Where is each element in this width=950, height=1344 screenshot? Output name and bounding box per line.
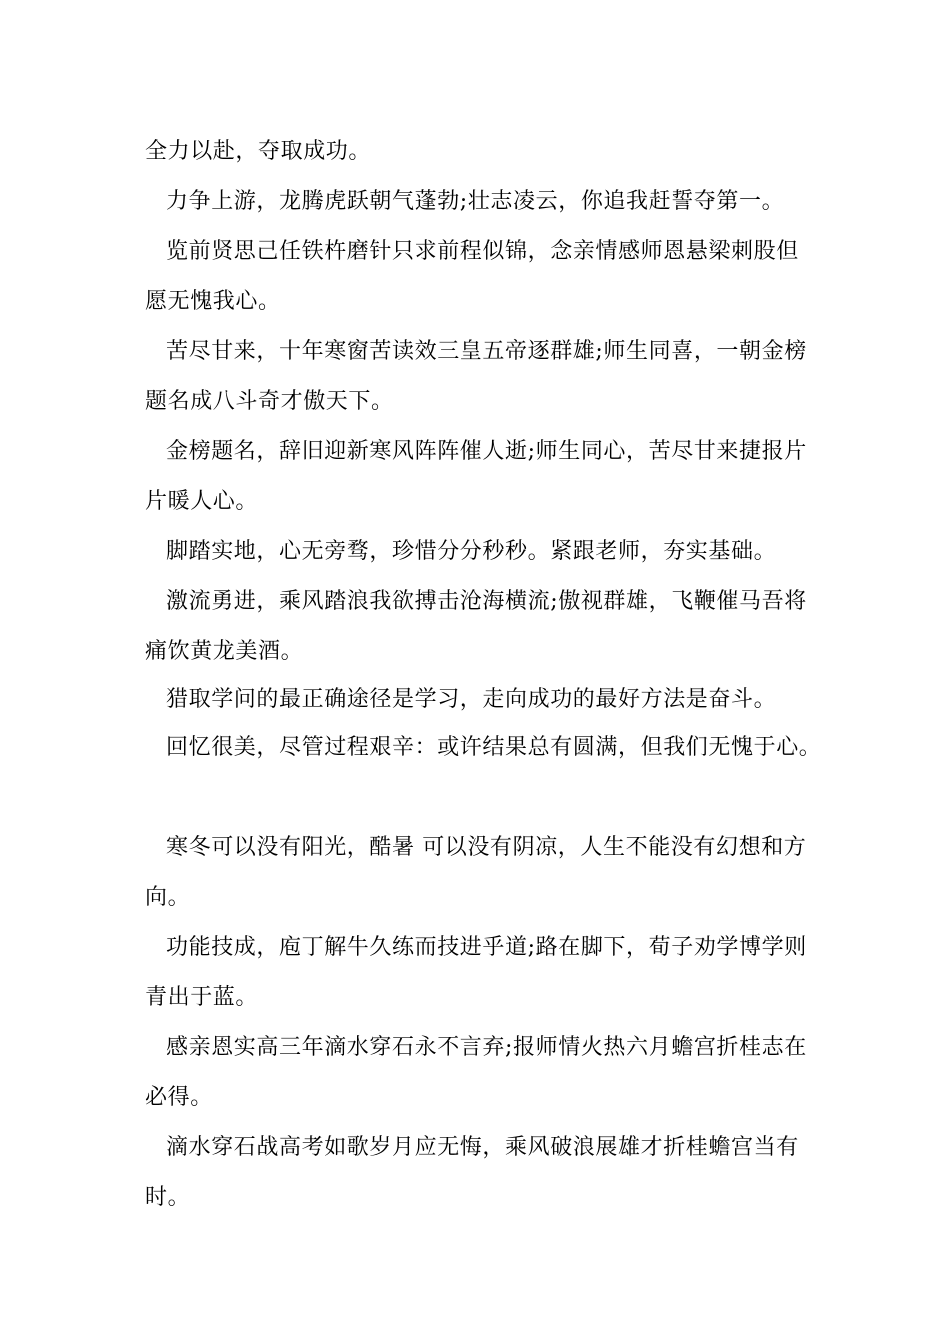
text-line: 片暖人心。 [145,489,259,514]
text-line: 寒冬可以没有阳光，酷暑 可以没有阴凉，人生不能没有幻想和方 [166,835,807,860]
text-line: 题名成八斗奇才傲天下。 [145,389,394,414]
text-line: 愿无愧我心。 [145,289,281,314]
text-line: 猎取学问的最正确途径是学习，走向成功的最好方法是奋斗。 [166,687,777,712]
text-line: 向。 [145,885,191,910]
text-line: 苦尽甘来，十年寒窗苦读效三皇五帝逐群雄;师生同喜，一朝金榜 [166,339,807,364]
text-line: 金榜题名，辞旧迎新寒风阵阵催人逝;师生同心，苦尽甘来捷报片 [166,439,807,464]
text-line: 时。 [145,1185,191,1210]
text-line: 回忆很美，尽管过程艰辛：或许结果总有圆满，但我们无愧于心。 [166,735,822,760]
text-line: 滴水穿石战高考如歌岁月应无悔，乘风破浪展雄才折桂蟾宫当有 [166,1135,799,1160]
text-line: 脚踏实地，心无旁骛，珍惜分分秒秒。紧跟老师，夯实基础。 [166,539,777,564]
text-line: 功能技成，庖丁解牛久练而技进乎道;路在脚下，荀子劝学博学则 [166,935,807,960]
text-line: 青出于蓝。 [145,985,259,1010]
text-line: 力争上游，龙腾虎跃朝气蓬勃;壮志凌云，你追我赶誓夺第一。 [166,189,785,214]
text-line: 感亲恩实高三年滴水穿石永不言弃;报师情火热六月蟾宫折桂志在 [166,1035,807,1060]
text-line: 全力以赴，夺取成功。 [145,139,372,164]
text-line: 必得。 [145,1085,213,1110]
text-line: 痛饮黄龙美酒。 [145,639,304,664]
text-line: 览前贤思己任铁杵磨针只求前程似锦，念亲情感师恩悬梁刺股但 [166,239,799,264]
text-line: 激流勇进，乘风踏浪我欲搏击沧海横流;傲视群雄，飞鞭催马吾将 [166,589,807,614]
